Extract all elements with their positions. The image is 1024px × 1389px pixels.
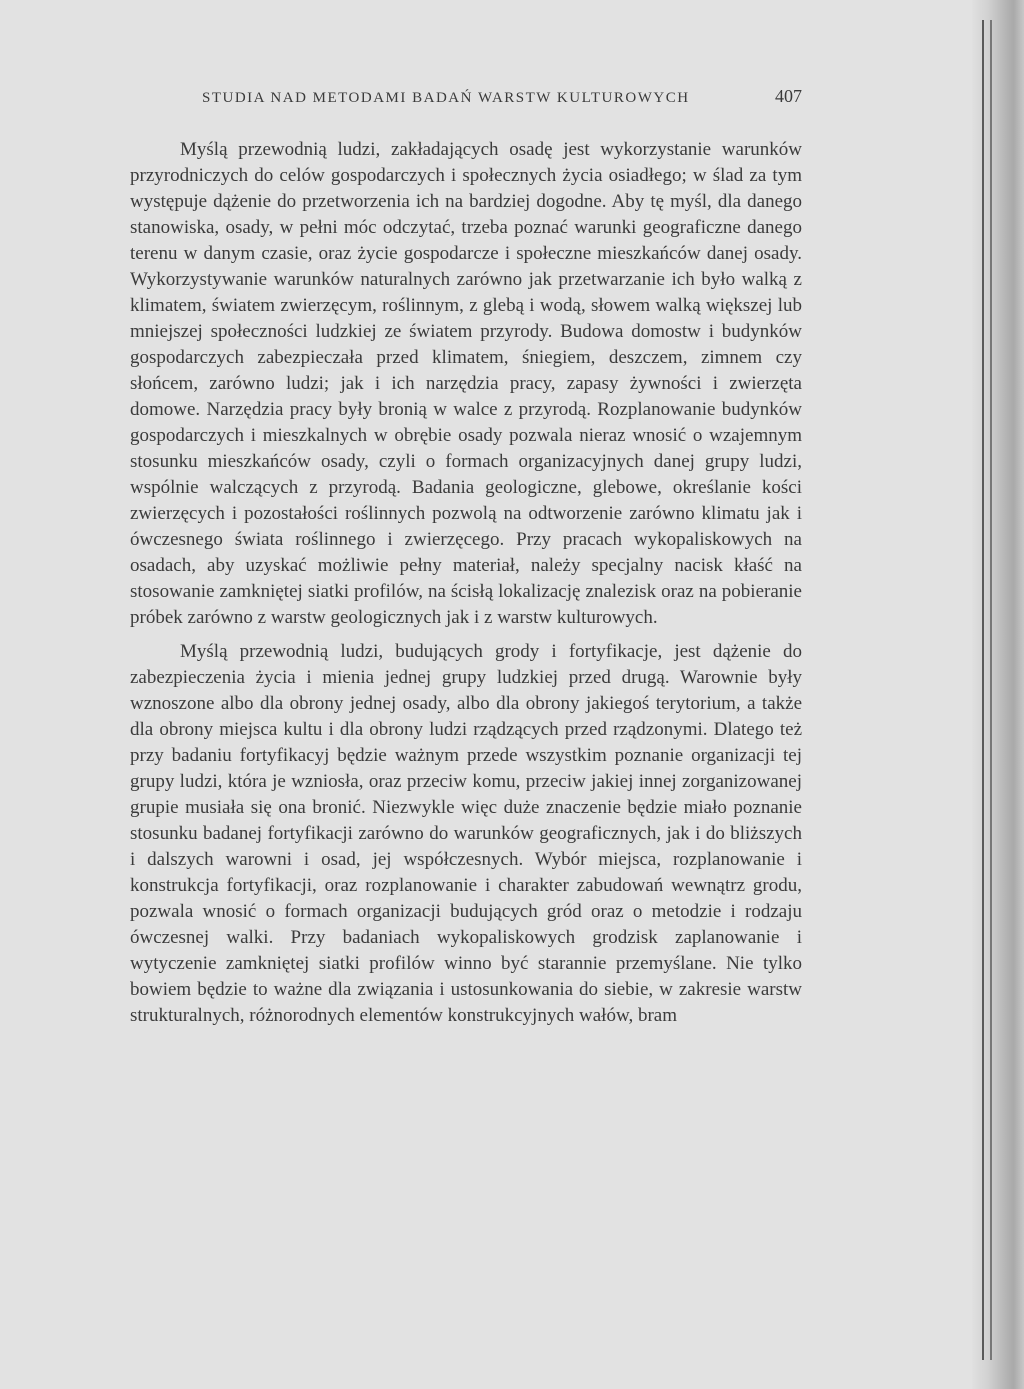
paragraph: Myślą przewodnią ludzi, zakładających osadę jest wykorzystanie warunków przyrodniczych do celów gospodarczych i społecznych życia osiadłego; w ślad za tym występuje dążenie do przetworzenia ich na bardziej dogodne. Aby tę myśl, dla danego stanowiska, osady, w pełni móc odczytać, trzeba poznać warunki geograficzne danego terenu w danym czasie, oraz życie gospodarcze i społeczne mieszkańców danej osady. Wykorzystywanie warunków naturalnych zarówno jak przetwarzanie ich było walką z klimatem, światem zwierzęcym, roślinnym, z glebą i wodą, słowem walką większej lub mniejszej społeczności ludzkiej ze światem przyrody. Budowa domostw i budynków gospodarczych zabezpieczała przed klimatem, śniegiem, deszczem, zimnem czy słońcem, zarówno ludzi; jak i ich narzędzia pracy, zapasy żywności i zwierzęta domowe. Narzędzia pracy były bronią w walce z przyrodą. Rozplanowanie budynków gospodarczych i mieszkalnych w obrębie osady pozwala nieraz wnosić o wzajemnym stosunku mieszkańców osady, czyli o formach organizacyjnych danej grupy ludzi, wspólnie walczących z przyrodą. Badania geologiczne, glebowe, określanie kości zwierzęcych i pozostałości roślinnych pozwolą na odtworzenie zarówno klimatu jak i ówczesnego świata roślinnego i zwierzęcego. Przy pracach wykopaliskowych na osadach, aby uzyskać możliwie pełny materiał, należy specjalny nacisk kłaść na stosowanie zamkniętej siatki profilów, na ścisłą lokalizację znalezisk oraz na pobieranie próbek zarówno z warstw geologicznych jak i z warstw kulturowych. bbox=[130, 139, 802, 628]
paragraph: Myślą przewodnią ludzi, budujących grody i fortyfikacje, jest dążenie do zabezpieczenia życia i mienia jednej grupy ludzkiej przed drugą. Warownie były wznoszone albo dla obrony jednej osady, albo dla obrony jakiegoś terytorium, a także dla obrony miejsca kultu i dla obrony ludzi rządzących przed rządzonymi. Dlatego też przy badaniu fortyfikacyj będzie ważnym przede wszystkim poznanie organizacji tej grupy ludzi, która je wzniosła, oraz przeciw komu, przeciw jakiej innej zorganizowanej grupie musiała się ona bronić. Niezwykle więc duże znaczenie będzie miało poznanie stosunku badanej fortyfikacji zarówno do warunków geograficznych, jak i do bliższych i dalszych warowni i osad, jej współczesnych. Wybór miejsca, rozplanowanie i konstrukcja fortyfikacji, oraz rozplanowanie i charakter zabudowań wewnątrz grodu, pozwala wnosić o formach organizacji budujących gród oraz o metodzie i rodzaju ówczesnej walki. Przy badaniach wykopaliskowych grodzisk zaplanowanie i wytyczenie zamkniętej siatki profilów winno być starannie przemyślane. Nie tylko bowiem będzie to ważne dla związania i ustosunkowania do siebie, w zakresie warstw strukturalnych, różnorodnych elementów konstrukcyjnych wałów, bram bbox=[130, 641, 802, 1026]
running-header bbox=[130, 86, 802, 107]
book-spine-shadow bbox=[972, 0, 1024, 1389]
body-text bbox=[130, 137, 802, 1037]
page-number: 407 bbox=[775, 86, 802, 106]
spine-line bbox=[982, 20, 984, 1360]
running-title: STUDIA NAD METODAMI BADAŃ WARSTW KULTUROWYCH bbox=[202, 90, 690, 106]
spine-line bbox=[990, 20, 992, 1360]
